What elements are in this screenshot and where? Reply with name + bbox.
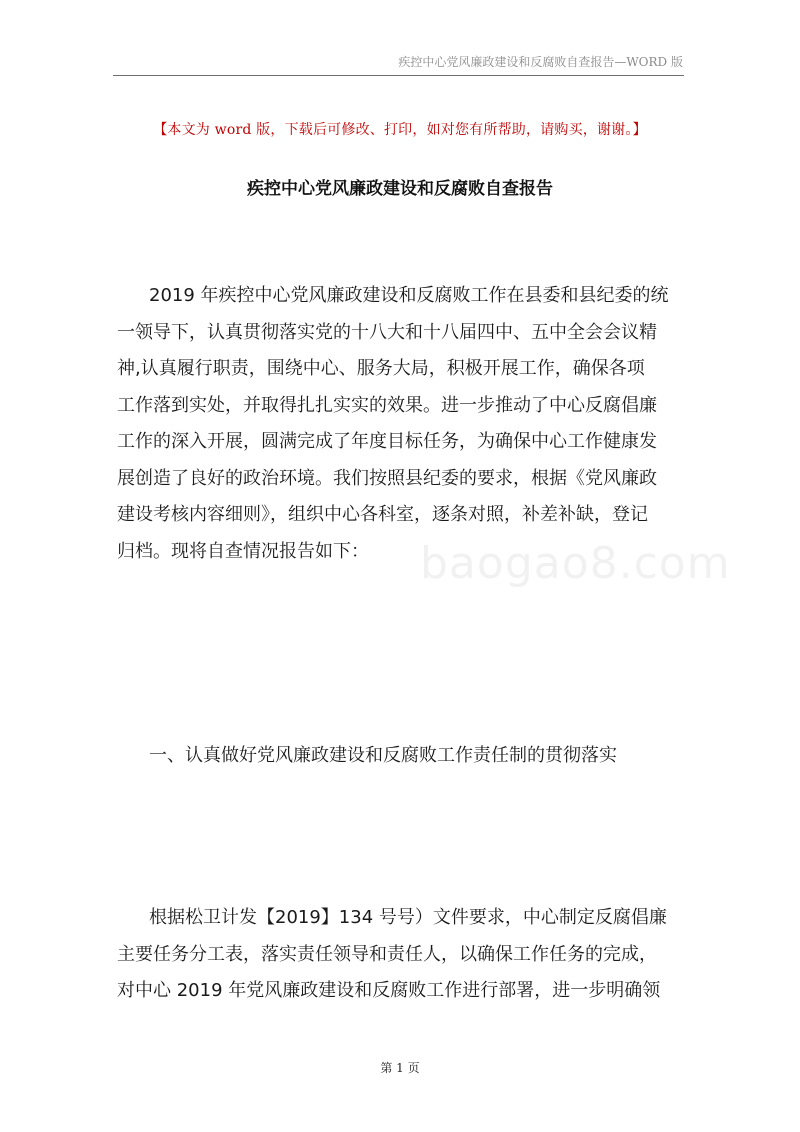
document-title: 疾控中心党风廉政建设和反腐败自查报告 <box>247 179 553 199</box>
page-number: 第 1 页 <box>380 1061 420 1075</box>
paragraph-line: 归档。现将自查情况报告如下： <box>117 540 369 562</box>
watermark: baogao8.com <box>420 538 731 589</box>
paragraph-line: 对中心 2019 年党风廉政建设和反腐败工作进行部署，进一步明确领 <box>117 980 661 1001</box>
paragraph-line: 神,认真履行职责，围绕中心、服务大局，积极开展工作，确保各项 <box>117 358 645 379</box>
paragraph-intro <box>117 278 689 570</box>
paragraph-line: 建设考核内容细则》，组织中心各科室，逐条对照，补差补缺，登记 <box>117 504 648 525</box>
paragraph-line: 一领导下，认真贯彻落实党的十八大和十八届四中、五中全会会议精 <box>117 321 657 343</box>
paragraph-line: 根据松卫计发【2019】134 号号）文件要求，中心制定反腐倡廉 <box>149 907 667 928</box>
download-notice: 【本文为 word 版，下载后可修改、打印，如对您有所帮助，请购买，谢谢。】 <box>153 122 647 138</box>
paragraph-line: 工作落到实处，并取得扎扎实实的效果。进一步推动了中心反腐倡廉 <box>117 394 657 416</box>
header-divider <box>113 75 684 76</box>
paragraph-line: 主要任务分工表，落实责任领导和责任人，以确保工作任务的完成， <box>117 943 657 965</box>
running-header: 疾控中心党风廉政建设和反腐败自查报告—WORD 版 <box>398 55 683 69</box>
section-heading: 一、认真做好党风廉政建设和反腐败工作责任制的贯彻落实 <box>149 745 617 766</box>
paragraph-line: 工作的深入开展，圆满完成了年度目标任务，为确保中心工作健康发 <box>117 431 657 452</box>
paragraph-line: 展创造了良好的政治环境。我们按照县纪委的要求，根据《党风廉政 <box>117 467 657 489</box>
paragraph-section1 <box>117 900 689 1010</box>
paragraph-line: 2019 年疾控中心党风廉政建设和反腐败工作在县委和县纪委的统 <box>149 285 669 306</box>
